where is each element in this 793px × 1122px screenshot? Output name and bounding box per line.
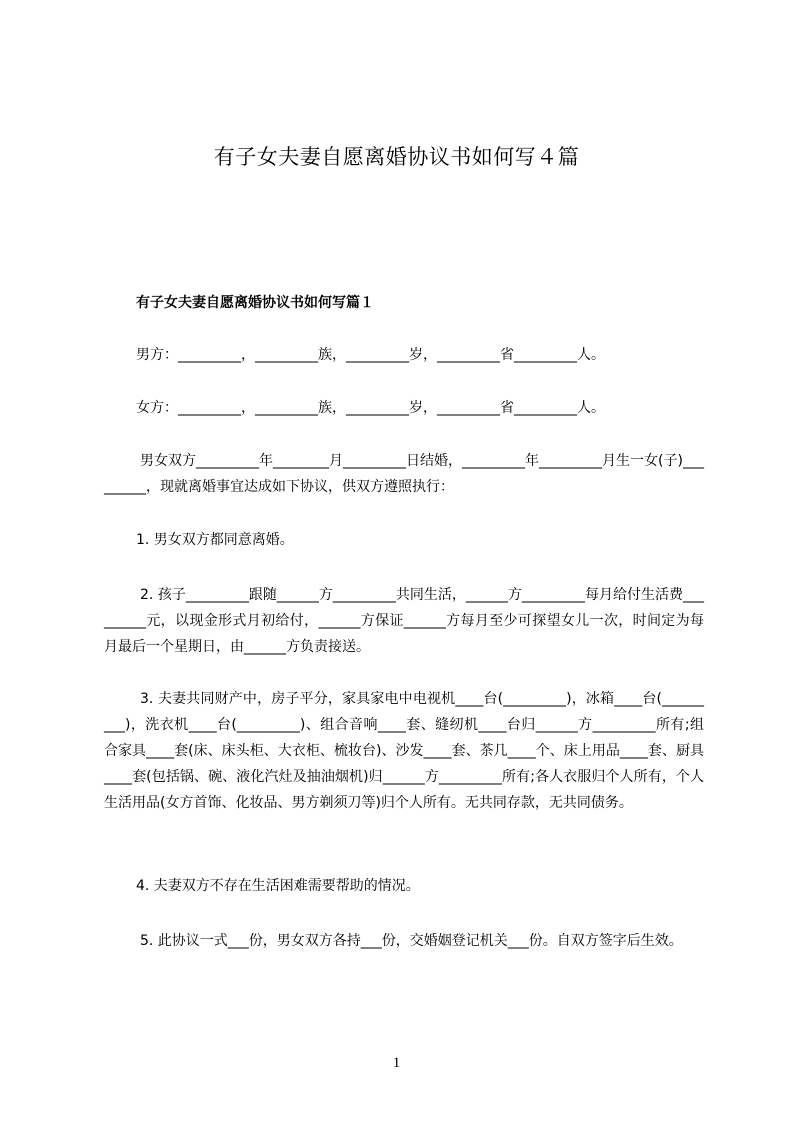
clause-3: 3. 夫妻共同财产中，房子平分，家具家电中电视机____台(_________)，冰箱____台(_________)，洗衣机____台(_________)、组合音响____套、缝纫机____台归______方_________所有;组合家具____套(床、床头柜、大衣柜、梳妆台)、沙发____套、茶几____个、床上用品____套、厨具____套(包括锅、碗、液化汽灶及抽油烟机)归______方_________所有;各人衣服归个人所有，个人生活用品(女方首饰、化妆品、男方剃须刀等)归个人所有。无共同存款，无共同债务。 <box>104 691 704 811</box>
clause-4: 4. 夫妻双方不存在生活困难需要帮助的情况。 <box>136 878 420 894</box>
section-heading: 有子女夫妻自愿离婚协议书如何写篇１ <box>136 295 374 311</box>
document-title: 有子女夫妻自愿离婚协议书如何写４篇 <box>213 145 580 169</box>
woman-info-line: 女方：_________，_________族，_________岁，_________省_________人。 <box>136 400 605 416</box>
page-number: 1 <box>392 1055 401 1071</box>
man-info-line: 男方：_________，_________族，_________岁，_________省_________人。 <box>136 347 605 363</box>
clause-2: 2. 孩子_________跟随______方_________共同生活，______方_________每月给付生活费_________元，以现金形式月初给付，______方保证______方每月至少可探望女儿一次，时间定为每月最后一个星期日，由______方负责接送。 <box>104 587 704 655</box>
clause-5: 5. 此协议一式___份，男女双方各持___份，交婚姻登记机关___份。自双方签字后生效。 <box>140 933 683 949</box>
marriage-paragraph: 男女双方_________年________月_________日结婚，_________年_________月生一女(子)_________，现就离婚事宜达成如下协议，供双方遵照执行： <box>104 453 704 495</box>
clause-1: 1. 男女双方都同意离婚。 <box>136 532 294 548</box>
